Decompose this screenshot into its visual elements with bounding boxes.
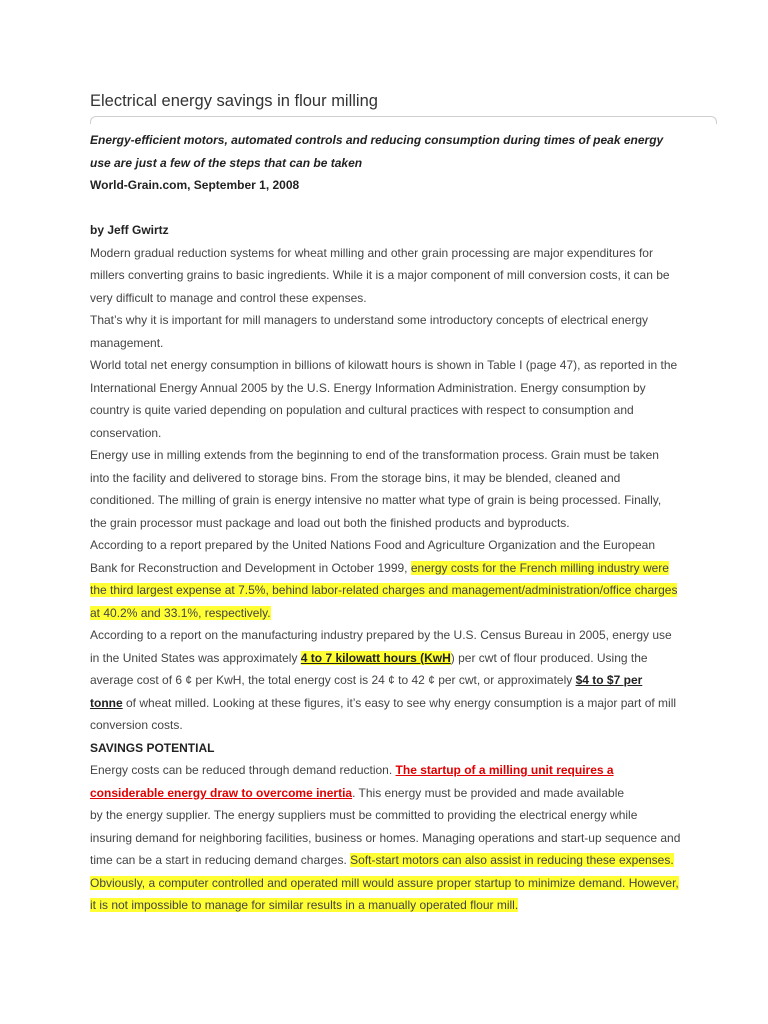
paragraph-line: That’s why it is important for mill managers to understand some introductory concepts of electrical energy [90, 313, 649, 327]
paragraph-line [90, 692, 690, 715]
paragraph-line [90, 849, 690, 872]
source-line: World-Grain.com, September 1, 2008 [90, 178, 300, 192]
plain-text: average cost of 6 ¢ per KwH, the total energy cost is 24 ¢ to 42 ¢ per cwt, or approximately [90, 673, 576, 687]
highlighted-text: the third largest expense at 7.5%, behind labor-related charges and management/administration/office charges [90, 583, 678, 597]
plain-text: in the United States was approximately [90, 650, 301, 665]
plain-text: time can be a start in reducing demand charges. [90, 853, 351, 867]
highlighted-text: at 40.2% and 33.1%, respectively. [90, 605, 271, 620]
highlighted-text: energy costs for the French milling industry were [410, 560, 669, 575]
paragraph-line: Energy use in milling extends from the beginning to end of the transformation process. Grain must be taken [90, 448, 659, 462]
plain-text: Bank for Reconstruction and Development in October 1999, [90, 560, 411, 575]
paragraph-line: into the facility and delivered to storage bins. From the storage bins, it may be blended, cleaned and [90, 470, 621, 485]
paragraph-line [90, 602, 690, 625]
plain-text: of wheat milled. Looking at these figures, it’s easy to see why energy consumption is a major part of mill [122, 695, 677, 710]
highlighted-text: Soft-start motors can also assist in reducing these expenses. [350, 853, 674, 867]
paragraph-line: the grain processor must package and load out both the finished products and byproducts. [90, 515, 570, 530]
highlighted-text: Obviously, a computer controlled and operated mill would assure proper startup to minimize demand. However, [90, 875, 679, 890]
paragraph-line: According to a report prepared by the United Nations Food and Agriculture Organization and the European [90, 538, 656, 552]
paragraph-line: Modern gradual reduction systems for wheat milling and other grain processing are major expenditures for [90, 245, 653, 260]
paragraph-line: World total net energy consumption in billions of kilowatt hours is shown in Table I (page 47), as reported in the [90, 358, 678, 372]
subtitle-line: use are just a few of the steps that can be taken [90, 155, 363, 170]
paragraph-line: conditioned. The milling of grain is energy intensive no matter what type of grain is being processed. Finally, [90, 493, 662, 507]
paragraph-line [90, 669, 690, 692]
paragraph-line: According to a report on the manufacturing industry prepared by the U.S. Census Bureau in 2005, energy use [90, 628, 672, 642]
paragraph-line: management. [90, 335, 164, 350]
red-emphasis-text: The startup of a milling unit requires a [395, 763, 614, 777]
paragraph-line [90, 782, 690, 805]
paragraph-line: by the energy supplier. The energy suppliers must be committed to providing the electrical energy while [90, 808, 638, 822]
spacer [90, 197, 690, 220]
paragraph-line: insuring demand for neighboring facilities, business or homes. Managing operations and start-up sequence and [90, 830, 681, 845]
paragraph-line: very difficult to manage and control these expenses. [90, 290, 367, 305]
paragraph-line [90, 557, 690, 580]
paragraph-line: country is quite varied depending on population and cultural practices with respect to consumption and [90, 403, 634, 417]
paragraph-line: millers converting grains to basic ingredients. While it is a major component of mill conversion costs, it can be [90, 268, 670, 282]
byline: by Jeff Gwirtz [90, 223, 169, 237]
section-heading: SAVINGS POTENTIAL [90, 740, 215, 755]
highlighted-text: it is not impossible to manage for similar results in a manually operated flour mill. [90, 898, 519, 912]
bold-underlined-text: tonne [90, 695, 123, 710]
paragraph-line [90, 894, 690, 917]
plain-text: . This energy must be provided and made available [352, 785, 625, 800]
highlighted-bold-text: 4 to 7 kilowatt hours (KwH [300, 650, 451, 665]
paragraph-line [90, 759, 690, 782]
paragraph-line: International Energy Annual 2005 by the U.S. Energy Information Administration. Energy consumption by [90, 380, 646, 395]
article-title: Electrical energy savings in flour milling [90, 92, 378, 110]
paragraph-line: conservation. [90, 425, 162, 440]
plain-text: Energy costs can be reduced through demand reduction. [90, 763, 396, 777]
paragraph-line [90, 872, 690, 895]
paragraph-line [90, 579, 690, 602]
article-body [90, 129, 690, 917]
plain-text: ) per cwt of flour produced. Using the [450, 650, 648, 665]
paragraph-line: conversion costs. [90, 718, 183, 732]
paragraph-line [90, 647, 690, 670]
red-emphasis-text: considerable energy draw to overcome inertia [90, 785, 353, 800]
subtitle-line: Energy-efficient motors, automated controls and reducing consumption during times of peak energy [90, 133, 664, 147]
bold-underlined-text: $4 to $7 per [575, 673, 643, 687]
title-divider [90, 116, 717, 124]
